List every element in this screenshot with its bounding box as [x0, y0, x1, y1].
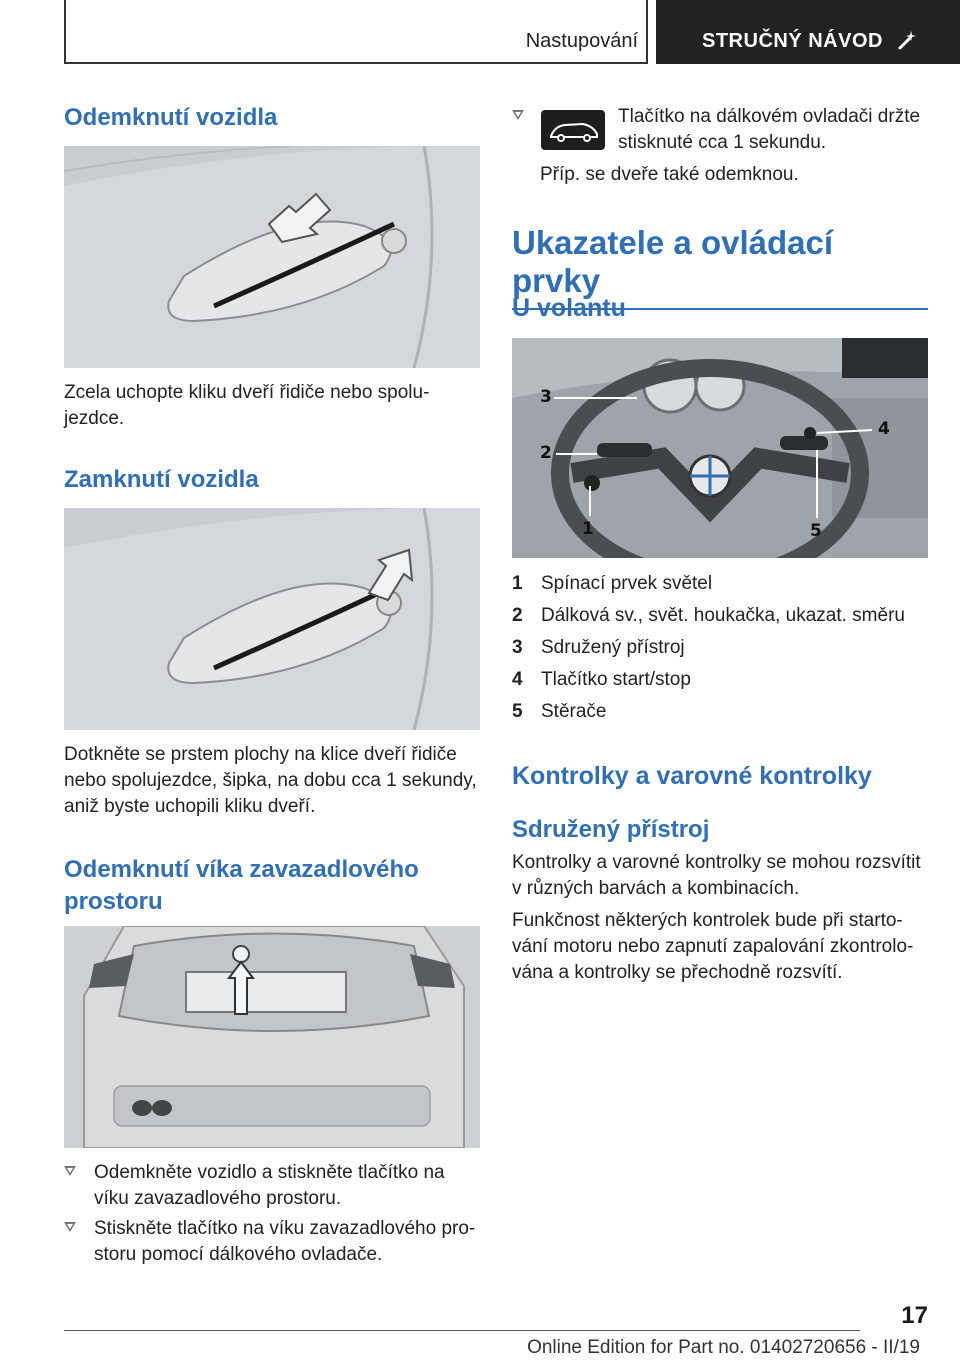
edition-footer: Online Edition for Part no. 01402720656 - II/19: [527, 1337, 920, 1358]
cluster-paragraph-1: Kontrolky a varovné kontrolky se mohou rozsvítit v různých barvách a kombinacích.: [512, 852, 921, 899]
list-item: [64, 1160, 480, 1212]
warning-lights-heading: Kontrolky a varovné kontrolky: [512, 762, 872, 790]
section-title: Nastupování: [525, 30, 638, 52]
footer-divider: [64, 1330, 860, 1331]
legend-label: Stěrače: [541, 701, 607, 722]
wand-icon: [896, 28, 920, 52]
remote-note: Příp. se dveře také odemknou.: [540, 164, 799, 185]
legend-number: 2: [512, 605, 523, 626]
door-handle-lock-image: [64, 508, 480, 730]
steering-legend: [512, 572, 928, 732]
trunk-lid-image: [64, 926, 480, 1148]
legend-item: [512, 668, 928, 700]
bullet-triangle-icon: [64, 1166, 76, 1176]
lock-heading: Zamknutí vozidla: [64, 466, 259, 493]
list-item: [64, 1216, 480, 1268]
remote-text: Tlačítko na dálkovém ovladači držte stisknuté cca 1 sekundu.: [618, 106, 921, 153]
bullet-text: Odemkněte vozidlo a stiskněte tlačítko na víku zavazadlového prostoru.: [94, 1162, 445, 1209]
main-heading: Ukazatele a ovládací prvky: [512, 224, 928, 310]
legend-item: [512, 572, 928, 604]
legend-number: 3: [512, 637, 523, 658]
unlock-heading: Odemknutí vozidla: [64, 104, 278, 131]
legend-label: Dálková sv., svět. houkačka, ukazat. směru: [541, 605, 905, 626]
steering-wheel-image: [512, 338, 928, 558]
cluster-heading: Sdružený přístroj: [512, 816, 710, 843]
legend-label: Spínací prvek světel: [541, 573, 713, 594]
legend-number: 1: [512, 573, 523, 594]
callout-1: 1: [582, 519, 594, 539]
page-number: 17: [901, 1302, 928, 1329]
legend-item: [512, 636, 928, 668]
legend-number: 5: [512, 701, 523, 722]
callout-2: 2: [540, 443, 552, 463]
bullet-triangle-icon: [512, 110, 524, 120]
legend-item: [512, 700, 928, 732]
callout-3: 3: [540, 387, 552, 407]
lock-text: Dotkněte se prstem plochy na klice dveří řidiče nebo spolujezdce, šipka, na dobu cca 1 sekundy, aniž byste uchopili kliku dveří.: [64, 744, 477, 817]
legend-item: [512, 604, 928, 636]
callout-5: 5: [810, 521, 822, 541]
legend-number: 4: [512, 669, 523, 690]
bullet-triangle-icon: [64, 1222, 76, 1232]
unlock-text: Zcela uchopte kliku dveří řidiče nebo spolu‐ jezdce.: [64, 382, 430, 429]
legend-label: Sdružený přístroj: [541, 637, 685, 658]
callout-4: 4: [878, 419, 890, 439]
door-handle-unlock-image: [64, 146, 480, 368]
list-item: [512, 104, 928, 156]
chapter-title: STRUČNÝ NÁVOD: [702, 30, 883, 52]
chapter-tab: [656, 0, 960, 64]
trunk-heading: Odemknutí víka zavazadlového prostoru: [64, 856, 419, 915]
cluster-paragraph-2: Funkčnost některých kontrolek bude při starto‐ vání motoru nebo zapnutí zapalování zkontrolo‐ vána a kontrolky se přechodně rozsvítí.: [512, 910, 914, 983]
bullet-text: Stiskněte tlačítko na víku zavazadlového pro‐ storu pomocí dálkového ovladače.: [94, 1218, 476, 1265]
steering-heading: U volantu: [512, 294, 626, 322]
car-key-trunk-button-icon: [541, 110, 605, 150]
legend-label: Tlačítko start/stop: [541, 669, 691, 690]
